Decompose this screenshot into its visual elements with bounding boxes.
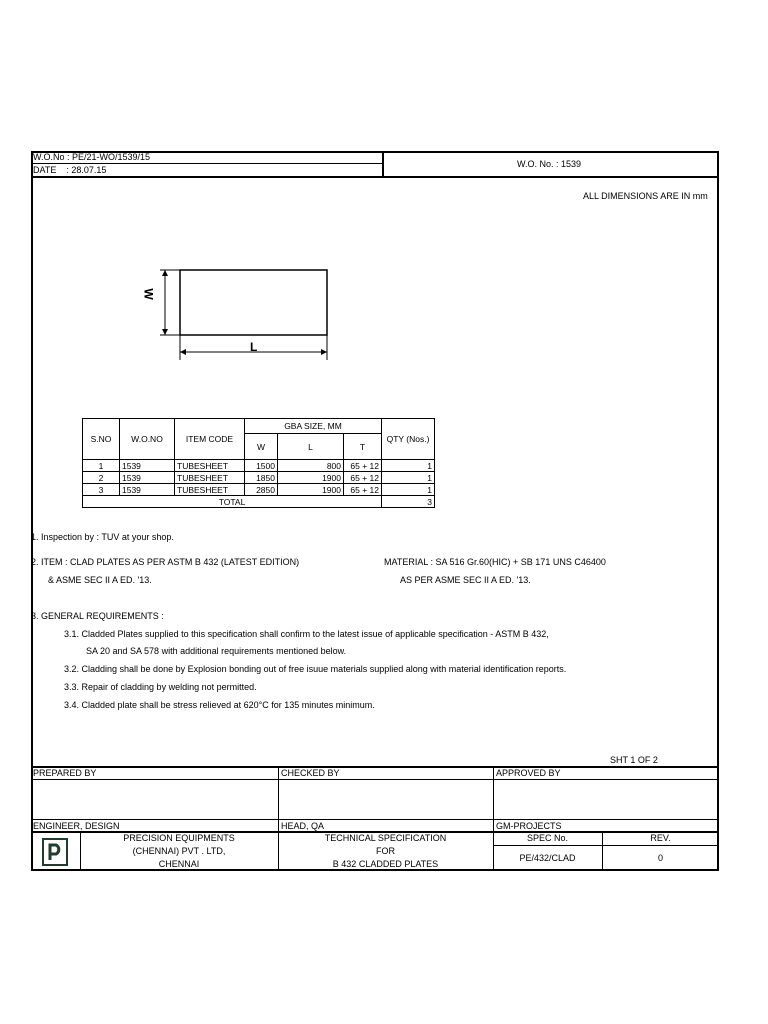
cell-wono: 1539: [120, 484, 175, 496]
spec-no-label: SPEC No.: [526, 833, 568, 843]
header-qty: QTY (Nos.): [382, 419, 435, 460]
logo-p-icon: [46, 842, 64, 862]
header-row-line: [31, 163, 383, 164]
signoff-top-line: [31, 766, 719, 768]
date: DATE : 28.07.15: [33, 165, 107, 175]
rev-value: 0: [657, 853, 663, 863]
note-item: 2. ITEM : CLAD PLATES AS PER ASTM B 432 (LATEST EDITION): [31, 557, 300, 567]
note-material: MATERIAL : SA 516 Gr.60(HIC) + SB 171 UNS C46400: [384, 557, 606, 567]
requirement-3-3: 3.3. Repair of cladding by welding not permitted.: [64, 682, 257, 692]
table-row: [83, 472, 435, 484]
total-label: TOTAL: [83, 496, 382, 508]
cell-wono: 1539: [120, 472, 175, 484]
sheet-number: SHT 1 OF 2: [610, 755, 658, 765]
doc-title-1: TECHNICAL SPECIFICATION: [324, 833, 447, 843]
company-logo: [42, 838, 68, 866]
header-gba-size: GBA SIZE, MM: [245, 419, 382, 434]
cell-t: 65 + 12: [344, 484, 382, 496]
wo-box: W.O. No. : 1539: [517, 159, 582, 169]
header-divider: [382, 151, 384, 177]
cell-w: 2850: [245, 484, 278, 496]
header-item-code: ITEM CODE: [175, 419, 245, 460]
header-bottom-line: [31, 176, 719, 178]
cell-w: 1500: [245, 460, 278, 472]
cell-t: 65 + 12: [344, 472, 382, 484]
cell-w: 1850: [245, 472, 278, 484]
header-wono: W.O.NO: [120, 419, 175, 460]
l-dimension-label: L: [250, 340, 258, 354]
gba-size-table: [82, 418, 435, 508]
header-t: T: [344, 434, 382, 460]
cell-qty: 1: [382, 472, 435, 484]
cell-l: 1900: [278, 484, 344, 496]
company-name-3: CHENNAI: [158, 859, 200, 869]
cell-item: TUBESHEET: [175, 460, 245, 472]
spec-no-value: PE/432/CLAD: [519, 853, 576, 863]
note-material-asme: AS PER ASME SEC II A ED. '13.: [400, 575, 531, 585]
total-value: 3: [382, 496, 435, 508]
table-row: [83, 460, 435, 472]
note-inspection: 1. Inspection by : TUV at your shop.: [31, 532, 174, 542]
table-row: [83, 484, 435, 496]
total-row: [83, 496, 435, 508]
cell-sno: 3: [83, 484, 120, 496]
plate-drawing: [140, 262, 340, 364]
requirement-3-2: 3.2. Cladding shall be done by Explosion bonding out of free isuue materials supplied along with material identification reports.: [64, 664, 567, 674]
wo-number: W.O.No : PE/21-WO/1539/15: [33, 152, 151, 162]
w-dimension-label: W: [141, 288, 156, 300]
general-requirements-heading: 3. GENERAL REQUIREMENTS :: [31, 611, 164, 621]
dimensions-note: ALL DIMENSIONS ARE IN mm: [583, 191, 708, 201]
rev-label: REV.: [650, 833, 671, 843]
cell-item: TUBESHEET: [175, 472, 245, 484]
cell-t: 65 + 12: [344, 460, 382, 472]
requirement-3-1-cont: SA 20 and SA 578 with additional requirements mentioned below.: [86, 646, 347, 656]
doc-title-2: FOR: [376, 846, 395, 856]
cell-sno: 1: [83, 460, 120, 472]
cell-l: 1900: [278, 472, 344, 484]
cell-qty: 1: [382, 484, 435, 496]
prepared-by-label: PREPARED BY: [33, 768, 97, 778]
requirement-3-1: 3.1. Cladded Plates supplied to this specification shall confirm to the latest issue of applicable specification - ASTM B 432,: [64, 629, 549, 639]
checked-role: HEAD, QA: [281, 821, 325, 831]
doc-title-3: B 432 CLADDED PLATES: [332, 859, 439, 869]
prepared-role: ENGINEER, DESIGN: [33, 821, 120, 831]
checked-by-label: CHECKED BY: [281, 768, 340, 778]
cell-qty: 1: [382, 460, 435, 472]
header-l: L: [278, 434, 344, 460]
header-sno: S.NO: [83, 419, 120, 460]
company-name-1: PRECISION EQUIPMENTS: [123, 833, 235, 843]
cell-sno: 2: [83, 472, 120, 484]
approved-role: GM-PROJECTS: [496, 821, 562, 831]
header-w: W: [245, 434, 278, 460]
requirement-3-4: 3.4. Cladded plate shall be stress relieved at 620°C for 135 minutes minimum.: [64, 700, 375, 710]
note-item-asme: & ASME SEC II A ED. '13.: [48, 575, 152, 585]
cell-item: TUBESHEET: [175, 484, 245, 496]
cell-wono: 1539: [120, 460, 175, 472]
cell-l: 800: [278, 460, 344, 472]
approved-by-label: APPROVED BY: [496, 768, 561, 778]
company-name-2: (CHENNAI) PVT . LTD,: [132, 846, 226, 856]
